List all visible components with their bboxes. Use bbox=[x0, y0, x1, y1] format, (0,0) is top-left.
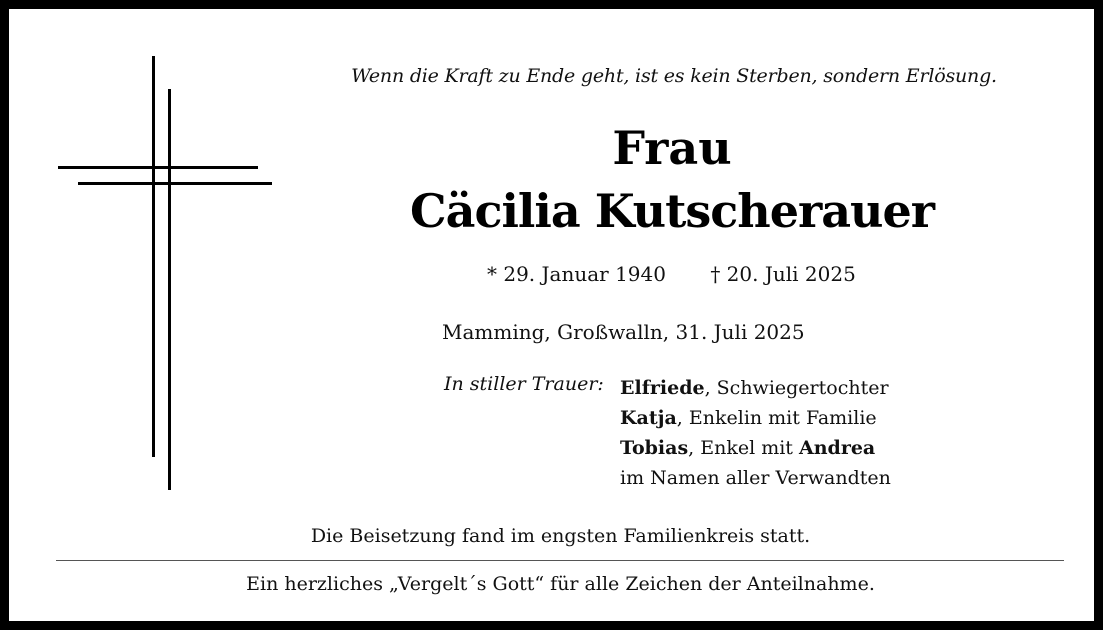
death-date: † 20. Juli 2025 bbox=[710, 262, 856, 286]
mourner-name: Katja bbox=[620, 407, 677, 429]
mourner-line bbox=[620, 403, 891, 433]
cross-horizontal-bar bbox=[58, 166, 258, 169]
mourner-line bbox=[620, 373, 891, 403]
deceased-name: Cäcilia Kutscherauer bbox=[410, 184, 934, 238]
mourner-name: Tobias bbox=[620, 437, 689, 459]
cross-icon bbox=[9, 9, 309, 529]
mourner-name: Andrea bbox=[798, 437, 876, 459]
life-dates bbox=[487, 262, 856, 286]
birth-date: * 29. Januar 1940 bbox=[487, 262, 666, 286]
cross-horizontal-bar bbox=[78, 182, 272, 185]
mourner-name: Elfriede bbox=[620, 377, 705, 399]
mourner-line: im Namen aller Verwandten bbox=[620, 467, 891, 489]
motto-quote: Wenn die Kraft zu Ende geht, ist es kein Sterben, sondern Erlösung. bbox=[351, 65, 997, 87]
mourning-label: In stiller Trauer: bbox=[444, 373, 604, 395]
cross-vertical-bar bbox=[152, 56, 155, 457]
divider bbox=[56, 560, 1064, 561]
mourner-relation: , Schwiegertochter bbox=[704, 377, 889, 399]
mourner-line bbox=[620, 433, 891, 463]
thanks-note: Ein herzliches „Vergelt´s Gott“ für alle Zeichen der Anteilnahme. bbox=[246, 573, 875, 595]
burial-note: Die Beisetzung fand im engsten Familienkreis statt. bbox=[310, 525, 811, 547]
salutation: Frau bbox=[612, 121, 732, 175]
mourner-relation: , Enkelin mit Familie bbox=[676, 407, 877, 429]
cross-vertical-bar bbox=[168, 89, 171, 490]
mourner-relation: , Enkel mit bbox=[688, 437, 799, 459]
mourners-list bbox=[620, 373, 891, 493]
place-and-date: Mamming, Großwalln, 31. Juli 2025 bbox=[442, 320, 805, 344]
